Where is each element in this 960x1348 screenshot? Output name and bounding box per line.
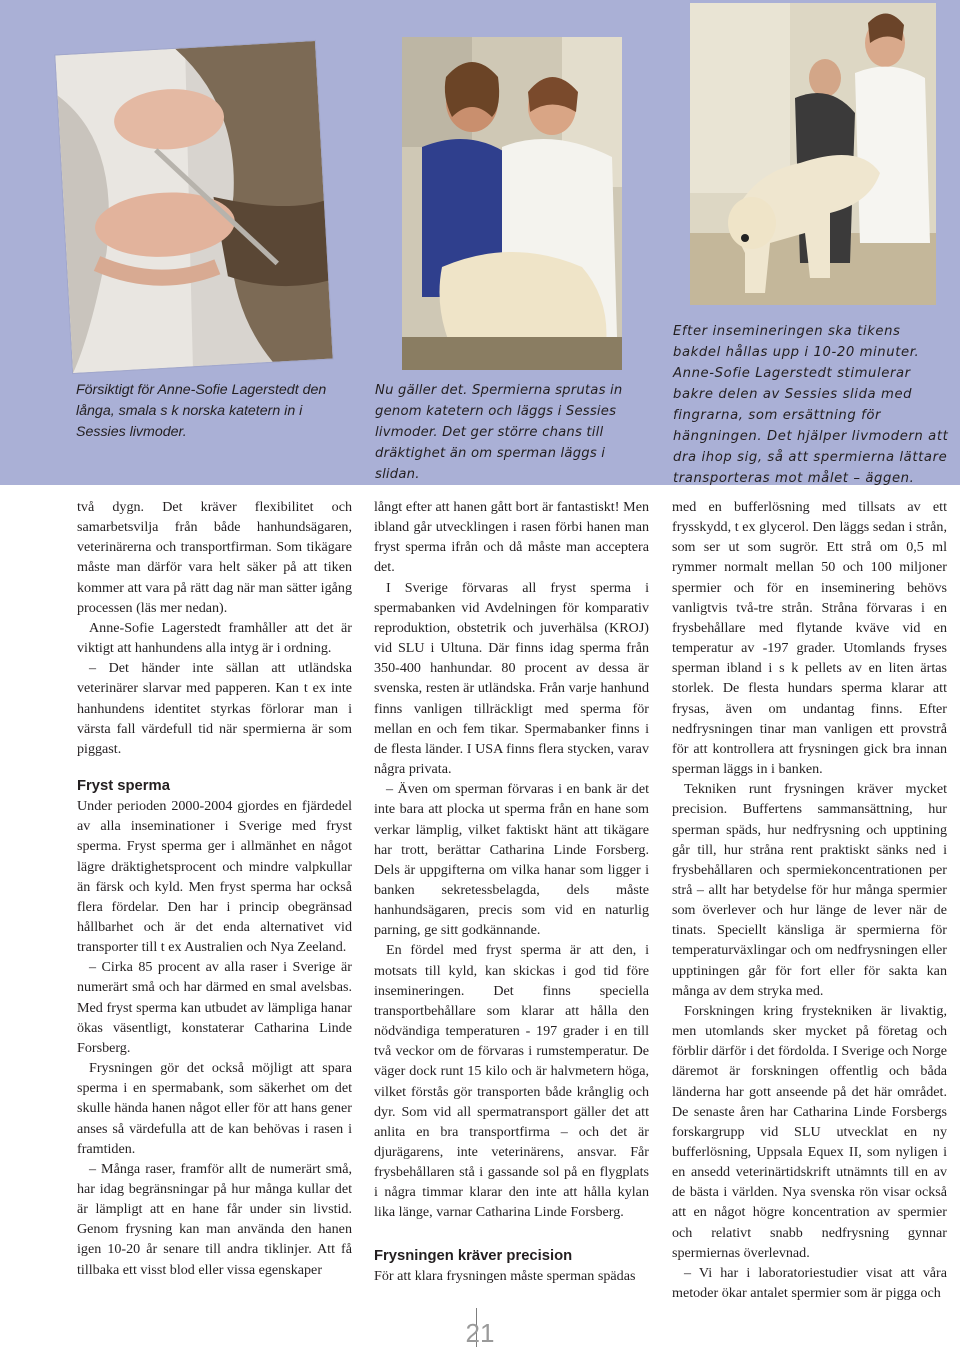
section-heading-frysningen: Frysningen kräver precision xyxy=(374,1247,573,1264)
paragraph: långt efter att hanen gått bort är fantastiskt! Men ibland går utvecklingen i rasen förbi hanen man fryst sperma ifrån och då måste man acceptera det. xyxy=(374,499,649,576)
article-column-3 xyxy=(672,497,947,1303)
photo-two-women xyxy=(402,37,622,370)
paragraph: – Vi har i laboratoriestudier visat att våra metoder ökar antalet spermier som är pigga och xyxy=(672,1264,947,1302)
paragraph: – Cirka 85 procent av alla raser i Sverige är numerärt små och har därmed en smal avelsbas. Med fryst sperma kan utbudet av lämpliga hanar ökas väsentligt, konstaterar Catharina Linde Forsberg. xyxy=(77,959,352,1056)
paragraph: med en bufferlösning med tillsats av ett frysskydd, t ex glycerol. Den läggs sedan i strån, som ser ut som sugrör. Ett strå om 0,5 ml rymmer normalt mellan 50 och 100 miljoner spermier och för en inseminering behövs vanligtvis två-tre strån. Stråna förvaras i en frysbehållare med flytande kväve vid en temperatur av -197 grader. Utomlands fryses sperman ibland i s k pellets av en liten ärtas storlek. De flesta hundars sperma klarar att frysas, även om undantag finns. Efter nedfrysningen tinar man vanligen ett provstrå för att kontrollera att frysningen gick bra innan sperman läggs in i banken. xyxy=(672,499,947,778)
paragraph: Tekniken runt frysningen kräver mycket precision. Buffertens sammansättning, hur sperman späds, hur nedfrysning och upptining går till, hur stråna rent praktiskt sänks ned i frysbehållaren och spermiekoncentrationen per strå – allt har betydelse för hur många spermier som överlever och hur länge de lever när de tinats. Speciellt känsliga är spermierna för temperaturväxlingar och om nedfrysningen eller upptiningen går för fort eller för sakta kan många av dem stryka med. xyxy=(672,781,947,999)
caption-photo-3: Efter insemineringen ska tikens bakdel hållas upp i 10-20 minuter. Anne-Sofie Lagerstedt stimulerar bakre delen av Sessies slida med fingrarna, som ersättning för hängningen. Det hjälper livmodern att dra ihop sig, så att spermierna lättare transporteras mot målet – äggen. xyxy=(673,324,949,486)
photo-two-women-image xyxy=(402,37,622,370)
photo-dog-image xyxy=(690,3,936,305)
paragraph: Forskningen kring frystekniken är livaktig, men utomlands sker mycket på företag och förblir därför i det fördolda. I Sverige och Norge däremot är forskningen offentlig och båda länderna har gott anseende på det här området. De senaste åren har Catharina Linde Forsbergs forskargrupp vid SLU utvecklat en ny bufferlösning, Uppsala Equex II, som nyligen i en ansedd veterinärtidskrift utnämnts till en av de bästa i världen. Nya svenska rön visar också att en något högre koncentration av spermier och relativt snabb nedfrysning gynnar spermiernas överlevnad. xyxy=(672,1002,947,1261)
caption-photo-2: Nu gäller det. Spermierna sprutas in genom katetern och läggs i Sessies livmoder. Det ger större chans till dräktighet än om sperman läggs i slidan. xyxy=(375,383,623,482)
paragraph: två dygn. Det kräver flexibilitet och samarbetsvilja från både hanhundsägaren, veterinärerna och transportfirman. Som tikägare måste man därför vara helt säker på att tiken kommer att vara på rätt dag när man sätter igång processen (läs mer nedan). xyxy=(77,499,352,616)
caption-photo-1: Försiktigt för Anne-Sofie Lagerstedt den långa, smala s k norska katetern in i Sessies livmoder. xyxy=(76,382,327,440)
paragraph: I Sverige förvaras all fryst sperma i spermabanken vid Avdelningen för komparativ reproduktion, obstetrik och juverhälsa (KROJ) vid SLU i Ultuna. Där finns idag sperma från 350-400 hanhundar. 80 procent av dessa är svenska, resten är utländska. Från varje hanhund finns vanligen tillräckligt med sperma för mellan en och fem tikar. Spermabanker finns i de flesta länder. I USA finns flera stycken, varav några privata. xyxy=(374,579,649,778)
photo-dog-standing xyxy=(690,3,936,305)
paragraph: – Många raser, framför allt de numerärt små, har idag begränsningar på hur många kullar det är lämpligt att en hane får under sin livstid. Genom frysning kan man använda den hanen igen 10-20 år senare till andra tiklinjer. Att få tillbaka ett visst blod eller vissa egenskaper xyxy=(77,1160,352,1278)
page-number: 21 xyxy=(465,1318,495,1348)
article-column-2 xyxy=(374,497,649,1286)
photo-syringe-hands xyxy=(55,41,332,373)
paragraph: Under perioden 2000-2004 gjordes en fjärdedel av alla inseminationer i Sverige med fryst sperma. Fryst sperma ger i allmänhet en något lägre dräktighetsprocent och mindre valpkullar än färsk och kyld. Men fryst sperma har också flera fördelar. Den har i princip obegränsad hållbarhet och är det enda alternativet vid transporter till t ex Australien och Nya Zeeland. xyxy=(77,798,352,956)
photo-syringe-image xyxy=(55,41,332,373)
paragraph: Frysningen gör det också möjligt att spara sperma i en spermabank, som säkerhet om det skulle hända hanen något eller för att hans gener anses så värdefulla att de kan behövas i rasen i framtiden. xyxy=(77,1060,352,1157)
paragraph: Anne-Sofie Lagerstedt framhåller att det är viktigt att hanhundens alla intyg är i ordning. xyxy=(77,619,352,657)
paragraph: För att klara frysningen måste sperman spädas xyxy=(374,1267,636,1284)
paragraph: – Även om sperman förvaras i en bank är det inte bara att plocka ut sperma från en hane som verkar lämplig, vilket faktiskt hänt att tikägare har trott, berättar Catharina Linde Forsberg. Dels är uppgifterna om vilka hanar som ligger i banken sekretessbelagda, dels måste hanhundsägaren, precis som vid en naturlig parning, ge sitt godkännande. xyxy=(374,781,649,939)
section-heading-fryst-sperma: Fryst sperma xyxy=(77,778,170,795)
paragraph: – Det händer inte sällan att utländska veterinärer slarvar med papperen. Kan t ex inte hanhundens identitet styrkas förlorar man i värsta fall värdefull tid när spermierna är som piggast. xyxy=(77,660,352,757)
paragraph: En fördel med fryst sperma är att den, i motsats till kyld, kan skickas i god tid före insemineringen. Det finns speciella transportbehållare som klarar att hålla den nödvändiga temperaturen - 197 grader i en till två veckor om de förvaras i rumstemperatur. De väger dock runt 15 kilo och är halvmetern höga, vilket förstås gör transporten både krånglig och dyr. Som vid all spermatransport gäller det att anlita en bra transportfirma – och det är djurägarens, inte veterinärens, ansvar. Får frysbehållaren stå i gassande sol på en flygplats i några timmar klarar den inte att hålla kylan lika länge, varnar Catharina Linde Forsberg. xyxy=(374,942,649,1221)
article-column-1 xyxy=(77,497,352,1280)
